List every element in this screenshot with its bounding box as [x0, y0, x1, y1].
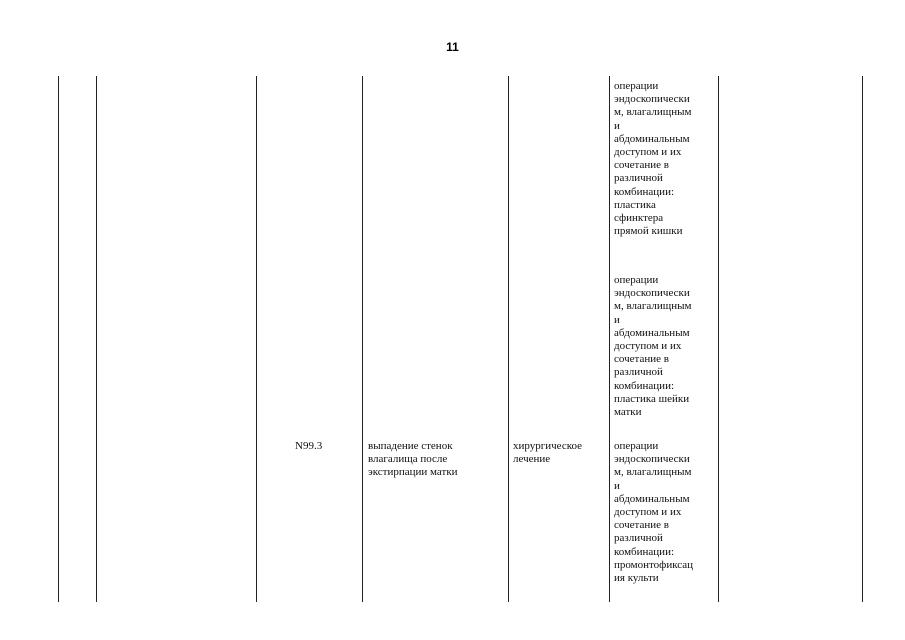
table-column-border: [862, 76, 863, 602]
page-number: 11: [446, 40, 459, 54]
table-column-border: [58, 76, 59, 602]
table-column-border: [256, 76, 257, 602]
table-column-border: [362, 76, 363, 602]
treatment-method: операции эндоскопически м, влагалищным и абдоминальным доступом и их сочетание в различной комбинации: пластика шейки матки: [614, 274, 692, 419]
table-column-border: [718, 76, 719, 602]
table-column-border: [96, 76, 97, 602]
table-column-border: [609, 76, 610, 602]
treatment-type: хирургическое лечение: [513, 440, 583, 465]
treatment-method: операции эндоскопически м, влагалищным и абдоминальным доступом и их сочетание в различной комбинации: пластика сфинктера прямой кишки: [614, 80, 692, 238]
diagnosis-description: выпадение стенок влагалища после экстирпации матки: [368, 440, 458, 478]
diagnosis-code: N99.3: [295, 440, 323, 452]
treatment-method: операции эндоскопически м, влагалищным и абдоминальным доступом и их сочетание в различной комбинации: промонтофиксац ия культи: [614, 440, 694, 585]
table-column-border: [508, 76, 509, 602]
